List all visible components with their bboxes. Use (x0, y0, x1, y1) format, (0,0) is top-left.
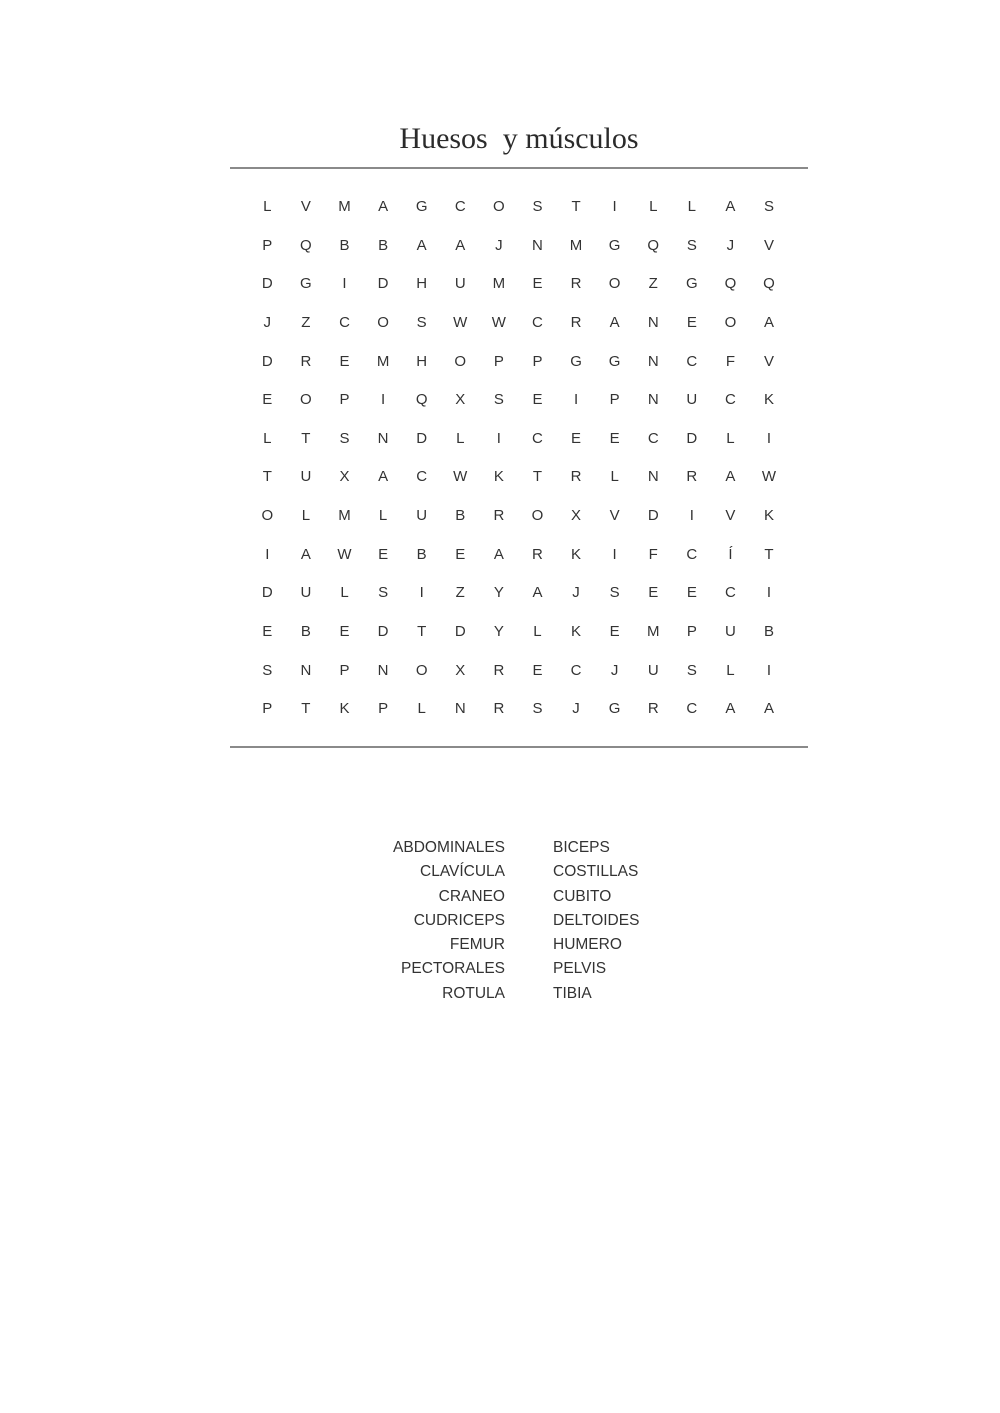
grid-cell[interactable]: P (532, 352, 543, 370)
grid-cell[interactable]: A (416, 236, 427, 254)
grid-cell[interactable]: S (378, 584, 389, 602)
grid-cell[interactable]: T (417, 623, 427, 641)
grid-cell[interactable]: E (532, 661, 543, 679)
grid-cell[interactable]: E (339, 623, 350, 641)
grid-cell[interactable]: F (725, 352, 735, 370)
grid-cell[interactable]: I (766, 584, 772, 602)
word-list-item: TIBIA (553, 984, 592, 1002)
grid-cell[interactable]: B (378, 236, 389, 254)
grid-cell[interactable]: A (493, 545, 504, 563)
grid-cell[interactable]: V (764, 236, 775, 254)
word-search-grid (248, 188, 790, 729)
grid-cell[interactable]: A (609, 313, 620, 331)
grid-cell[interactable]: E (609, 623, 620, 641)
grid-cell[interactable]: E (609, 429, 620, 447)
grid-cell[interactable]: V (764, 352, 775, 370)
grid-cell[interactable]: R (686, 468, 698, 486)
grid-cell[interactable]: L (726, 661, 735, 679)
grid-cell[interactable]: U (647, 661, 659, 679)
grid-cell[interactable]: A (532, 584, 543, 602)
grid-cell[interactable]: S (493, 391, 504, 409)
grid-cell[interactable]: B (339, 236, 350, 254)
grid-cell[interactable]: O (531, 507, 544, 525)
grid-cell[interactable]: E (686, 584, 697, 602)
grid-cell[interactable]: W (453, 313, 468, 331)
grid-cell[interactable]: O (608, 275, 621, 293)
grid-cell[interactable]: C (416, 468, 428, 486)
grid-cell[interactable]: P (339, 661, 350, 679)
grid-cell[interactable]: A (378, 198, 389, 215)
word-list-item: HUMERO (553, 936, 622, 954)
grid-cell[interactable]: I (265, 545, 270, 563)
grid-cell[interactable]: I (766, 661, 772, 679)
grid-cell[interactable]: U (725, 623, 736, 641)
word-list-item: CUBITO (553, 887, 612, 905)
grid-cell[interactable]: K (571, 623, 582, 641)
grid-cell[interactable]: C (686, 352, 698, 370)
grid-cell[interactable]: K (571, 545, 582, 563)
grid-cell[interactable]: I (766, 429, 772, 447)
grid-cell[interactable]: X (455, 661, 466, 679)
grid-cell[interactable]: P (262, 700, 273, 718)
grid-cell[interactable]: K (339, 700, 350, 718)
grid-cell[interactable]: L (687, 198, 696, 215)
grid-cell[interactable]: N (454, 700, 466, 718)
grid-cell[interactable]: N (300, 661, 312, 679)
grid-cell[interactable]: I (419, 584, 424, 602)
grid-cell[interactable]: P (609, 391, 620, 409)
grid-cell[interactable]: M (338, 198, 351, 215)
grid-cell[interactable]: L (456, 429, 465, 447)
grid-cell[interactable]: S (686, 236, 697, 254)
grid-cell[interactable]: R (532, 545, 543, 563)
word-list-item: CUDRICEPS (413, 911, 505, 929)
grid-cell[interactable]: V (300, 198, 311, 215)
grid-cell[interactable]: C (647, 429, 659, 447)
grid-cell[interactable]: I (689, 507, 694, 525)
grid-cell[interactable]: X (571, 507, 582, 525)
grid-cell[interactable]: R (493, 507, 505, 525)
grid-cell[interactable]: K (764, 391, 775, 409)
grid-cell[interactable]: D (686, 429, 698, 447)
grid-cell[interactable]: E (532, 275, 543, 293)
grid-cell[interactable]: R (647, 700, 659, 718)
grid-cell[interactable]: V (725, 507, 736, 525)
grid-cell[interactable]: Í (728, 545, 733, 563)
grid-cell[interactable]: A (725, 700, 736, 718)
top-divider (230, 167, 808, 169)
grid-cell[interactable]: C (570, 661, 582, 679)
grid-cell[interactable]: C (725, 391, 736, 409)
grid-cell[interactable]: Q (724, 275, 737, 293)
grid-cell[interactable]: E (262, 391, 273, 409)
grid-cell[interactable]: A (378, 468, 389, 486)
grid-cell[interactable]: J (610, 661, 619, 679)
grid-cell[interactable]: G (685, 275, 698, 293)
grid-cell[interactable]: U (416, 507, 428, 525)
grid-cell[interactable]: D (261, 584, 273, 602)
grid-cell[interactable]: M (646, 623, 660, 641)
grid-cell[interactable]: B (455, 507, 466, 525)
grid-cell[interactable]: W (337, 545, 352, 563)
grid-cell[interactable]: Y (493, 584, 504, 602)
grid-cell[interactable]: O (724, 313, 737, 331)
grid-cell[interactable]: S (532, 700, 543, 718)
grid-cell[interactable]: S (532, 198, 543, 215)
grid-cell[interactable]: R (493, 661, 505, 679)
grid-cell[interactable]: C (725, 584, 736, 602)
grid-cell[interactable]: E (455, 545, 466, 563)
grid-cell[interactable]: L (263, 429, 272, 447)
word-list (330, 836, 670, 1006)
grid-cell[interactable]: J (572, 700, 580, 718)
grid-cell[interactable]: D (647, 507, 659, 525)
grid-cell[interactable]: S (686, 661, 697, 679)
grid-cell[interactable]: X (455, 391, 466, 409)
grid-cell[interactable]: G (415, 198, 428, 215)
grid-cell[interactable]: C (532, 313, 543, 331)
grid-cell[interactable]: B (764, 623, 775, 641)
grid-cell[interactable]: T (764, 545, 774, 563)
grid-cell[interactable]: J (726, 236, 735, 254)
grid-cell[interactable]: N (647, 313, 659, 331)
grid-cell[interactable]: D (416, 429, 428, 447)
word-list-item: PECTORALES (401, 960, 505, 978)
word-list-item: CLAVÍCULA (420, 863, 505, 881)
grid-cell[interactable]: E (262, 623, 273, 641)
grid-cell[interactable]: G (608, 236, 621, 254)
grid-cell[interactable]: N (532, 236, 543, 254)
grid-cell[interactable]: L (378, 507, 388, 525)
grid-cell[interactable]: T (301, 700, 311, 718)
grid-cell[interactable]: Q (763, 275, 775, 293)
word-list-item: FEMUR (449, 936, 505, 954)
grid-cell[interactable]: N (647, 468, 659, 486)
word-list-item: COSTILLAS (553, 863, 639, 881)
bottom-divider (230, 746, 808, 748)
grid-cell[interactable]: P (262, 236, 273, 254)
grid-cell[interactable]: U (686, 391, 698, 409)
grid-cell[interactable]: U (300, 468, 312, 486)
grid-cell[interactable]: T (571, 198, 581, 215)
grid-cell[interactable]: R (300, 352, 312, 370)
grid-cell[interactable]: Z (648, 275, 658, 293)
grid-cell[interactable]: K (764, 507, 775, 525)
grid-cell[interactable]: P (378, 700, 389, 718)
grid-cell[interactable]: C (686, 700, 698, 718)
word-list-item: CRANEO (438, 887, 505, 905)
grid-cell[interactable]: J (495, 236, 503, 254)
grid-cell[interactable]: A (300, 545, 311, 563)
grid-cell[interactable]: N (377, 429, 389, 447)
grid-cell[interactable]: W (491, 313, 506, 331)
grid-cell[interactable]: B (300, 623, 311, 641)
grid-cell[interactable]: Q (415, 391, 428, 409)
grid-cell[interactable]: M (492, 275, 506, 293)
grid-cell[interactable]: D (377, 275, 389, 293)
grid-cell[interactable]: J (263, 313, 272, 331)
grid-cell[interactable]: O (454, 352, 467, 370)
grid-cell[interactable]: M (569, 236, 583, 254)
grid-cell[interactable]: Q (647, 236, 660, 254)
grid-cell[interactable]: R (570, 468, 582, 486)
grid-cell[interactable]: O (300, 391, 312, 409)
grid-cell[interactable]: G (608, 352, 621, 370)
grid-cell[interactable]: D (261, 352, 273, 370)
grid-cell[interactable]: E (648, 584, 659, 602)
grid-cell[interactable]: A (764, 313, 775, 331)
grid-cell[interactable]: E (686, 313, 697, 331)
grid-cell[interactable]: X (339, 468, 350, 486)
word-list-item: ABDOMINALES (393, 839, 505, 856)
grid-cell[interactable]: L (263, 198, 272, 215)
grid-cell[interactable]: L (533, 623, 542, 641)
word-list-item: ROTULA (442, 984, 505, 1002)
grid-cell[interactable]: N (647, 352, 659, 370)
grid-cell[interactable]: C (532, 429, 543, 447)
grid-cell[interactable]: C (339, 313, 350, 331)
grid-cell[interactable]: A (764, 700, 775, 718)
grid-cell[interactable]: M (376, 352, 390, 370)
grid-cell[interactable]: I (496, 429, 501, 447)
grid-cell[interactable]: E (378, 545, 389, 563)
grid-cell[interactable]: E (532, 391, 543, 409)
grid-cell[interactable]: I (573, 391, 579, 409)
grid-cell[interactable]: F (648, 545, 658, 563)
grid-cell[interactable]: S (339, 429, 350, 447)
grid-cell[interactable]: U (454, 275, 466, 293)
grid-cell[interactable]: P (493, 352, 504, 370)
grid-cell[interactable]: L (340, 584, 349, 602)
grid-cell[interactable]: S (764, 198, 775, 215)
grid-cell[interactable]: L (649, 198, 658, 215)
grid-cell[interactable]: J (572, 584, 580, 602)
word-list-item: DELTOIDES (553, 911, 640, 929)
grid-cell[interactable]: D (261, 275, 273, 293)
grid-cell[interactable]: O (415, 661, 428, 679)
grid-cell[interactable]: T (262, 468, 272, 486)
grid-cell[interactable]: O (377, 313, 389, 331)
grid-cell[interactable]: M (338, 507, 351, 525)
grid-cell[interactable]: T (301, 429, 311, 447)
grid-cell[interactable]: L (417, 700, 426, 718)
grid-cell[interactable]: V (609, 507, 620, 525)
grid-cell[interactable]: U (300, 584, 312, 602)
word-list-item: BICEPS (553, 839, 610, 856)
grid-cell[interactable]: B (416, 545, 427, 563)
grid-cell[interactable]: C (454, 198, 466, 215)
grid-cell[interactable]: G (570, 352, 582, 370)
grid-cell[interactable]: A (455, 236, 466, 254)
grid-cell[interactable]: K (493, 468, 504, 486)
grid-cell[interactable]: L (610, 468, 619, 486)
grid-cell[interactable]: O (261, 507, 274, 525)
grid-cell[interactable]: G (608, 700, 621, 718)
grid-cell[interactable]: O (493, 198, 505, 215)
grid-cell[interactable]: P (339, 391, 350, 409)
grid-cell[interactable]: Y (493, 623, 504, 641)
grid-cell[interactable]: Z (301, 313, 311, 331)
grid-cell[interactable]: N (377, 661, 389, 679)
word-list-item: PELVIS (553, 960, 607, 978)
grid-cell[interactable]: H (416, 352, 428, 370)
grid-cell[interactable]: H (416, 275, 428, 293)
grid-cell[interactable]: L (301, 507, 311, 525)
grid-cell[interactable]: Z (455, 584, 465, 602)
grid-cell[interactable]: A (725, 198, 736, 215)
grid-cell[interactable]: Q (300, 236, 312, 254)
grid-cell[interactable]: T (532, 468, 543, 486)
grid-cell[interactable]: S (609, 584, 620, 602)
grid-cell[interactable]: I (612, 198, 617, 215)
grid-cell[interactable]: I (342, 275, 347, 293)
grid-cell[interactable]: N (647, 391, 659, 409)
page-title: Huesos y músculos (399, 122, 639, 155)
grid-cell[interactable]: R (493, 700, 505, 718)
grid-cell[interactable]: R (570, 275, 582, 293)
grid-cell[interactable]: I (612, 545, 617, 563)
grid-cell[interactable]: I (380, 391, 386, 409)
grid-cell[interactable]: E (339, 352, 350, 370)
grid-cell[interactable]: S (262, 661, 273, 679)
grid-cell[interactable]: G (300, 275, 312, 293)
grid-cell[interactable]: R (570, 313, 582, 331)
grid-cell[interactable]: W (453, 468, 468, 486)
grid-cell[interactable]: D (454, 623, 466, 641)
grid-cell[interactable]: S (416, 313, 427, 331)
grid-cell[interactable]: C (686, 545, 698, 563)
grid-cell[interactable]: L (726, 429, 735, 447)
grid-cell[interactable]: P (686, 623, 697, 641)
grid-cell[interactable]: A (725, 468, 736, 486)
grid-cell[interactable]: E (571, 429, 582, 447)
grid-cell[interactable]: W (761, 468, 777, 486)
grid-cell[interactable]: D (377, 623, 389, 641)
